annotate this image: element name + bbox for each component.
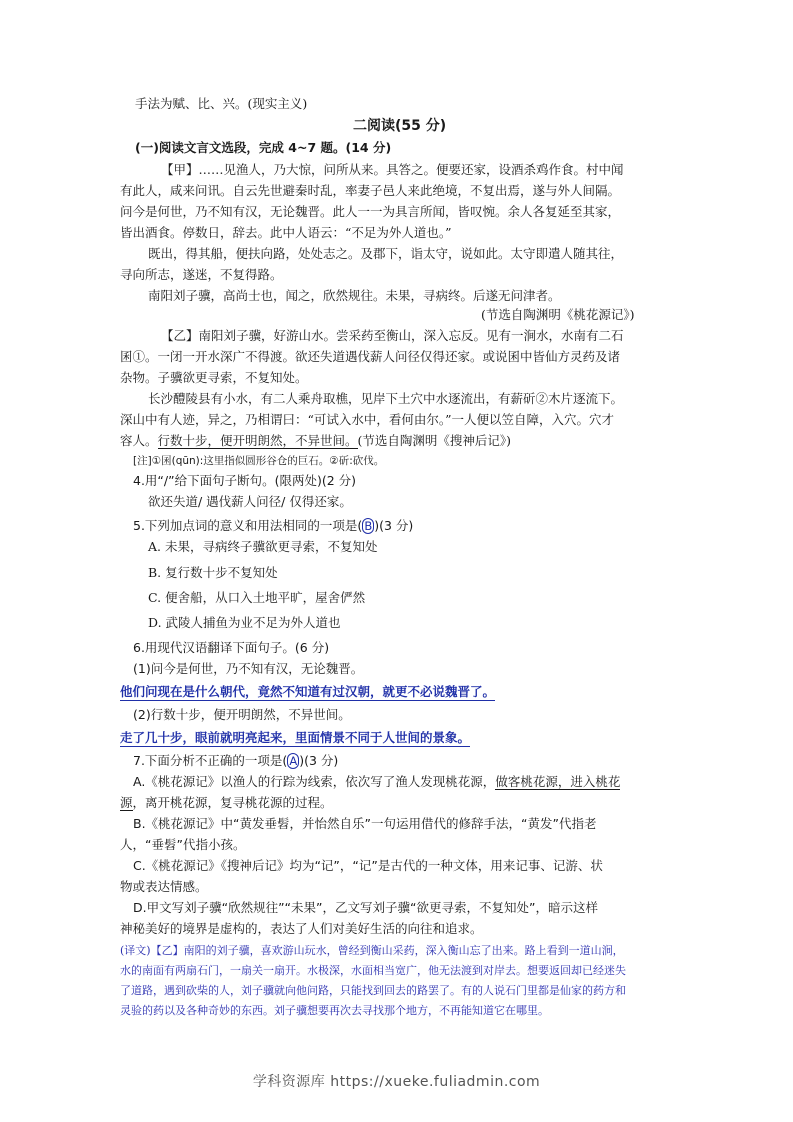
q7-option-d-line-2: 神秘美好的境界是虚构的，表达了人们对美好生活的向往和追求。 [120,921,483,936]
q5-option-c: C. 便舍船，从口入土地平旷，屋舍俨然 [148,590,366,605]
section-title: 二阅读(55 分) [353,118,447,134]
jia-line-7: 南阳刘子骥，高尚士也，闻之，欣然规往。未果，寻病终。后遂无问津者。 [148,288,561,303]
q6-sentence-2: (2)行数十步，便开明朗然，不异世间。 [133,707,351,722]
translation-line-1: (译文)【乙】南阳的刘子骥，喜欢游山玩水，曾经到衡山采药，深入衡山忘了出来。路上看到一道山涧， [120,944,624,957]
q7-option-a-line-2 [120,794,333,812]
q6-answer-2-wrap [120,729,470,747]
footnote: [注]①囷(qūn):这里指似圆形谷仓的巨石。②斫:砍伐。 [133,455,385,467]
q5-stem-b: )(3 分) [374,518,414,533]
translation-line-3: 了道路，遇到砍柴的人，刘子骥就向他问路，只能找到回去的路罢了。有的人说石门里都是仙家的药方和 [120,984,626,997]
q6-stem: 6.用现代汉语翻译下面句子。(6 分) [133,640,330,655]
yi-source: (节选自陶渊明《搜神后记》) [357,433,512,448]
q7-option-c-line-1: C.《桃花源记》《搜神后记》均为“记”，“记”是古代的一种文体，用来记事、记游、状 [133,858,603,873]
q7-stem [133,752,338,770]
q6-answer-1-wrap [120,683,495,701]
q6-answer-2: 走了几十步，眼前就明亮起来，里面情景不同于人世间的景象。 [120,730,471,745]
page-footer: 学科资源库 https://xueke.fuliadmin.com [252,1074,541,1090]
jia-line-5: 既出，得其船，便扶向路，处处志之。及郡下，诣太守，说如此。太守即遣人随其往， [148,246,624,261]
q7-option-d-line-1: D.甲文写刘子骥“欣然规往”“未果”，乙文写刘子骥“欲更寻索，不复知处”，暗示这样 [133,900,598,915]
part1-heading: (一)阅读文言文选段，完成 4~7 题。(14 分) [135,140,392,155]
q7-option-a-underlined: 做客桃花源，进入桃花 [495,774,621,789]
q7-stem-b: )(3 分) [299,753,339,768]
translation-line-4: 灵验的药以及各种奇妙的东西。刘子骥想要再次去寻找那个地方，不再能知道它在哪里。 [120,1004,549,1017]
q5-stem [133,517,413,535]
q5-option-a: A. 未果，寻病终子骥欲更寻索，不复知处 [148,539,378,554]
q7-option-a-line-1 [133,773,620,791]
q7-option-c-line-2: 物或表达情感。 [120,879,208,894]
q7-option-b-line-1: B.《桃花源记》中“黄发垂髫，并怡然自乐”一句运用借代的修辞手法，“黄发”代指老 [133,816,597,831]
q6-answer-1: 他们问现在是什么朝代，竟然不知道有过汉朝，就更不必说魏晋了。 [120,684,496,699]
yi-line-2: 囷①。一闭一开水深广不得渡。欲还失道遇伐薪人问径仅得还家。或说囷中皆仙方灵药及诸 [120,349,621,364]
yi-line-6 [120,432,511,450]
yi-line-5: 深山中有人迹，异之，乃相谓曰：“可试入水中，看何由尔。”一人便以笠自障，入穴。穴才 [120,412,615,427]
q7-option-a-text-2: ，离开桃花源，复寻桃花源的过程。 [132,795,333,810]
jia-source: (节选自陶渊明《桃花源记》) [481,307,635,322]
q5-option-b: B. 复行数十步不复知处 [148,565,278,580]
yi-line-3: 杂物。子骥欲更寻索，不复知处。 [120,370,308,385]
jia-line-1: 【甲】……见渔人，乃大惊，问所从来。具答之。便要还家，设酒杀鸡作食。村中闻 [161,162,624,177]
jia-line-6: 寻向所志，遂迷，不复得路。 [120,267,283,282]
q7-answer-choice: A [289,754,298,768]
q7-stem-a: 7.下面分析不正确的一项是( [133,753,288,768]
yi-underlined-sentence: 行数十步，便开明朗然，不异世间。 [157,433,358,448]
yi-line-4: 长沙醴陵县有小水，有二人乘舟取樵，见岸下土穴中水逐流出，有薪斫②木片逐流下。 [148,391,624,406]
q4-stem: 4.用“/”给下面句子断句。(限两处)(2 分) [133,473,357,488]
jia-line-2: 有此人，咸来问讯。自云先世避秦时乱，率妻子邑人来此绝境，不复出焉，遂与外人间隔。 [120,183,621,198]
q5-answer-choice: B [364,519,373,533]
q7-option-a-text: A.《桃花源记》以渔人的行踪为线索，依次写了渔人发现桃花源， [133,774,496,789]
jia-line-4: 皆出酒食。停数日，辞去。此中人语云：“不足为外人道也。” [120,225,452,240]
translation-line-2: 水的南面有两扇石门，一扇关一扇开。水极深，水面相当宽广，他无法渡到对岸去。想要返回却已经迷失 [120,964,626,977]
q7-option-a-underlined-2: 源 [120,795,133,810]
jia-line-3: 问今是何世，乃不知有汉，无论魏晋。此人一一为具言所闻，皆叹惋。余人各复延至其家， [120,204,621,219]
yi-line-1: 【乙】南阳刘子骥，好游山水。尝采药至衡山，深入忘反。见有一涧水，水南有二石 [161,328,624,343]
yi-line-6-start: 容人。 [120,433,158,448]
q7-option-b-line-2: 人，“垂髫”代指小孩。 [120,837,246,852]
q5-stem-a: 5.下列加点词的意义和用法相同的一项是( [133,518,363,533]
q6-sentence-1: (1)问今是何世，乃不知有汉，无论魏晋。 [133,661,364,676]
intro-line: 手法为赋、比、兴。(现实主义) [135,96,308,111]
q4-answer: 欲还失道/ 遇伐薪人问径/ 仅得还家。 [148,494,352,509]
q5-option-d: D. 武陵人捕鱼为业不足为外人道也 [148,615,341,630]
